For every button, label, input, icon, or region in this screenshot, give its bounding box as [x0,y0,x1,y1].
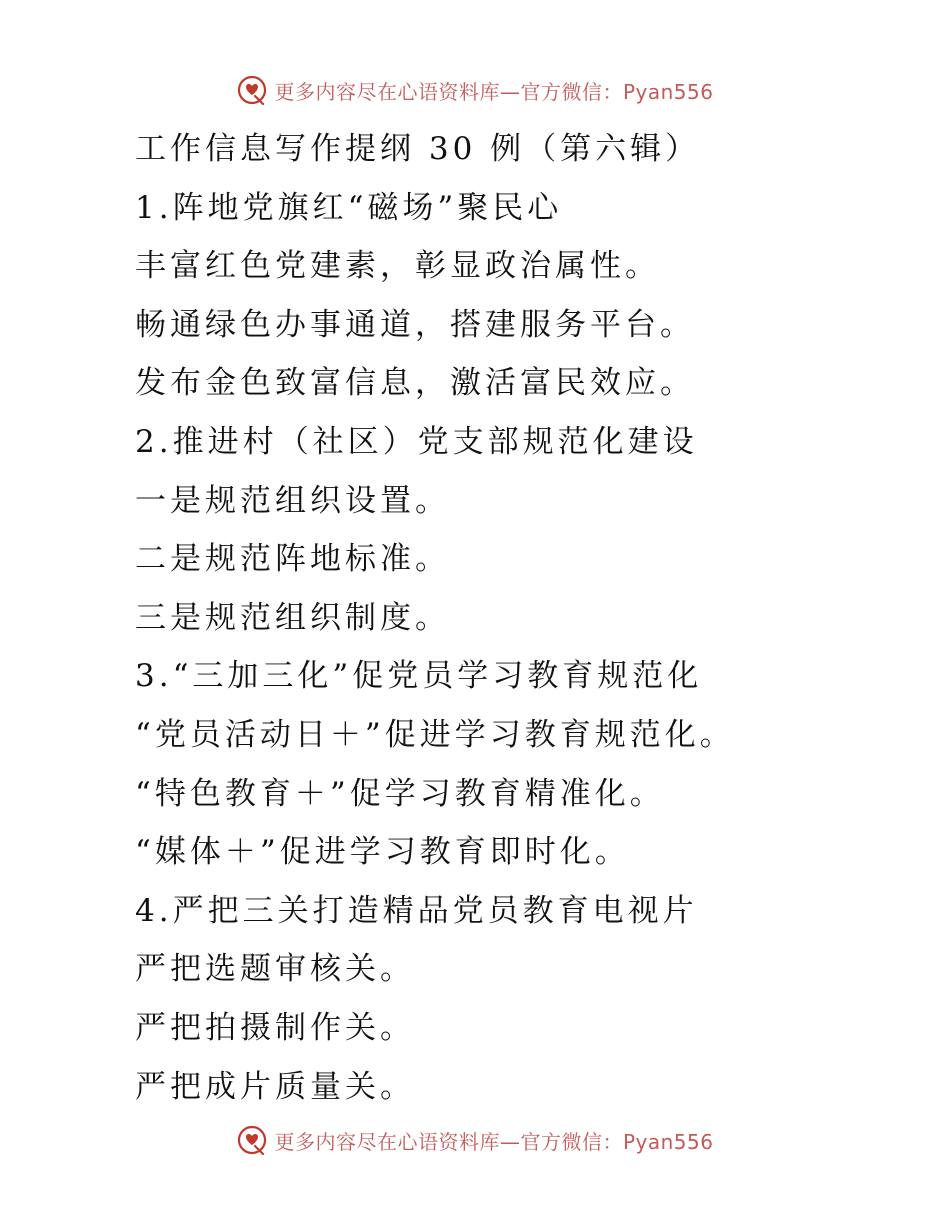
document-title: 工作信息写作提纲 30 例（第六辑） [135,131,701,167]
section-item: “党员活动日＋”促进学习教育规范化。 [135,716,735,753]
section-item: 二是规范阵地标准。 [135,541,450,578]
section-heading: 2.推进村（社区）党支部规范化建设 [135,423,698,460]
section-heading: 1.阵地党旗红“磁场”聚民心 [135,189,563,226]
section-item: “媒体＋”促进学习教育即时化。 [135,834,630,871]
document-body [135,120,915,1116]
heart-pen-logo-icon [236,74,268,106]
section-item: 一是规范组织设置。 [135,482,450,519]
header-banner-text: 更多内容尽在心语资料库—官方微信：Pyan556 [274,79,714,104]
section-item: 发布金色致富信息，激活富民效应。 [135,365,695,402]
heart-pen-logo-icon [236,1124,268,1156]
footer-watermark-banner [0,1120,950,1160]
section-item: “特色教育＋”促学习教育精准化。 [135,775,665,812]
section-item: 丰富红色党建素，彰显政治属性。 [135,248,660,285]
section-heading: 4.严把三关打造精品党员教育电视片 [135,892,698,929]
section-item: 严把选题审核关。 [135,951,415,988]
section-item: 严把成片质量关。 [135,1068,415,1105]
section-item: 严把拍摄制作关。 [135,1009,415,1046]
section-heading: 3.“三加三化”促党员学习教育规范化 [135,658,703,695]
header-watermark-banner [0,70,950,110]
section-item: 三是规范组织制度。 [135,599,450,636]
section-item: 畅通绿色办事通道，搭建服务平台。 [135,306,695,343]
footer-banner-text: 更多内容尽在心语资料库—官方微信：Pyan556 [274,1129,714,1154]
